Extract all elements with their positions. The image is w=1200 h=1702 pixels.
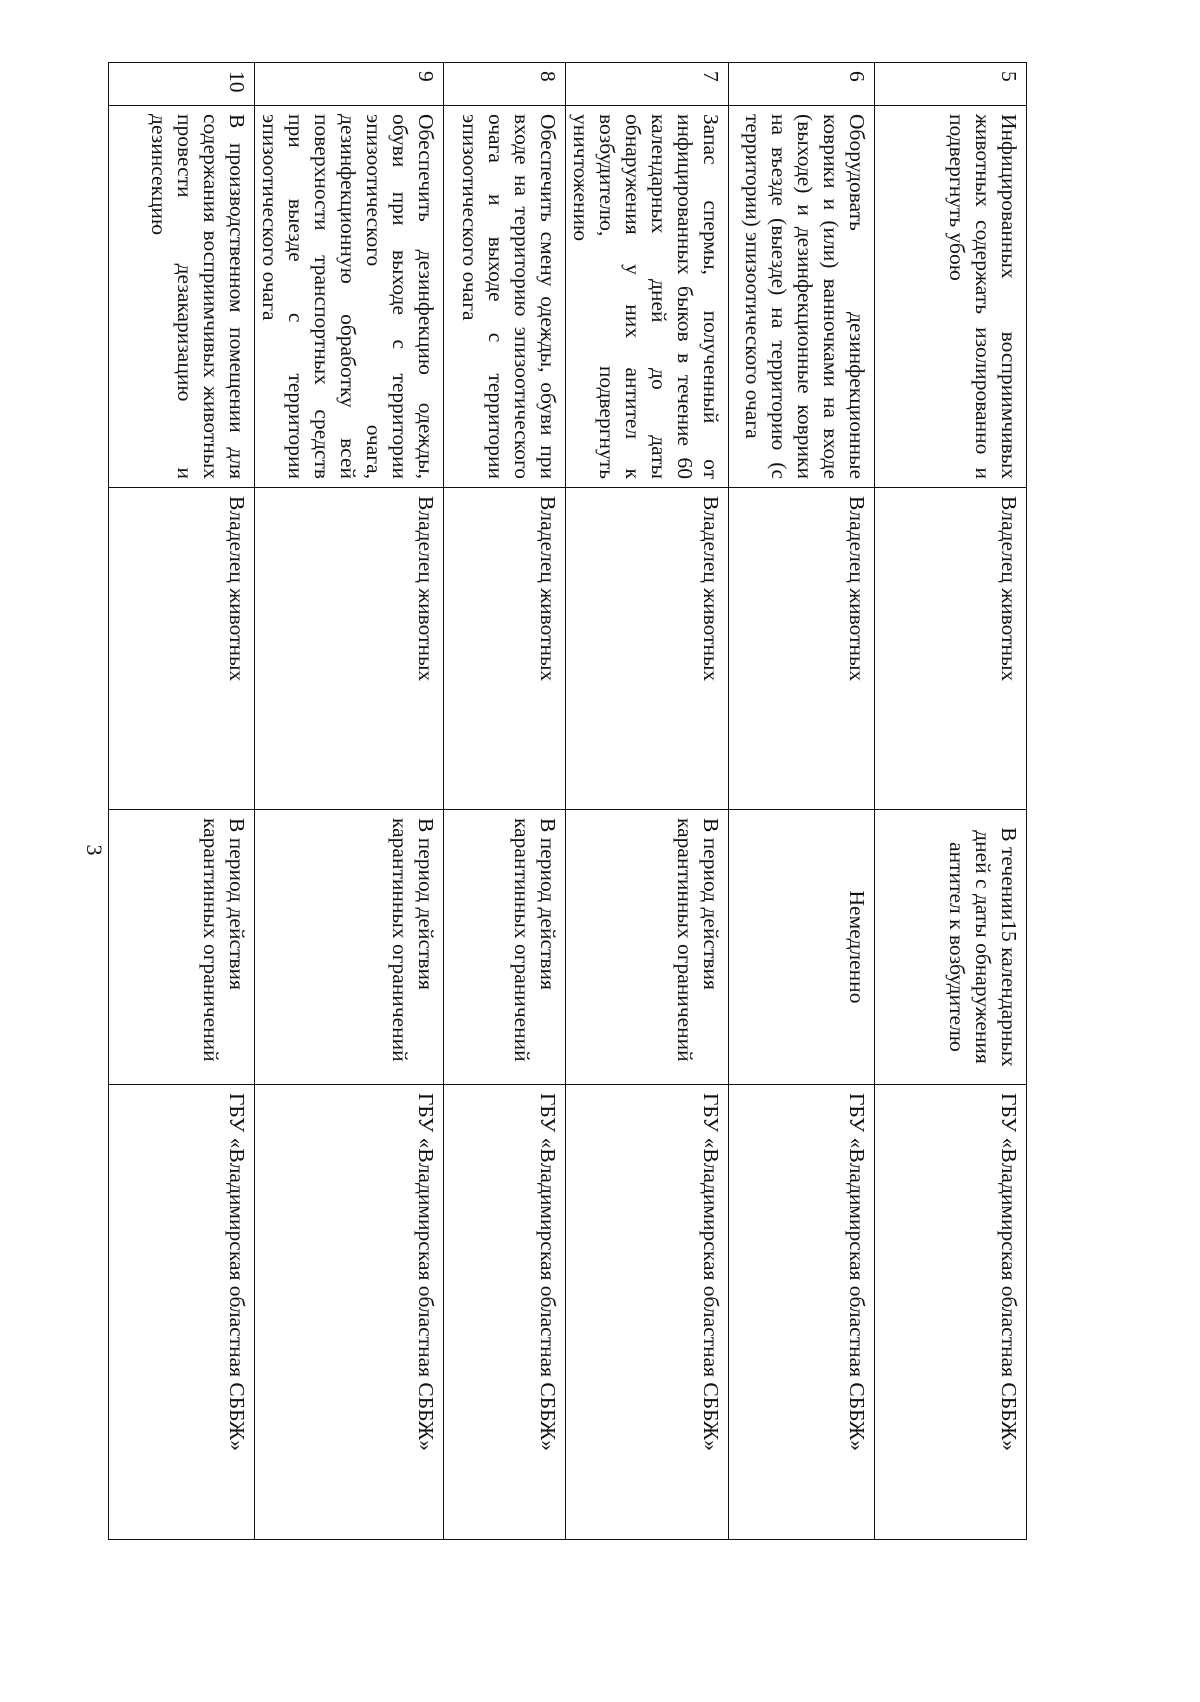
deadline: В период действия карантинных ограничений [444,810,566,1085]
measure-text: Обеспечить дезинфекцию одежды, обуви при выходе с территории эпизоотического очага, дезинфекционную обработку всей поверхности транспортных средств при выезде с территории эпизоотического очага [255,106,444,488]
table-row [109,63,255,1540]
row-number: 6 [729,63,875,106]
table-row [875,63,1027,1540]
table-row [255,63,444,1540]
responsible-party: Владелец животных [109,488,255,810]
executor: ГБУ «Владимирская областная СББЖ» [875,1085,1027,1540]
measures-table [108,62,1027,1540]
deadline: Немедленно [729,810,875,1085]
executor: ГБУ «Владимирская областная СББЖ» [255,1085,444,1540]
measure-text: В производственном помещении для содержания восприимчивых животных провести дезакаризацию и дезинсекцию [109,106,255,488]
responsible-party: Владелец животных [566,488,729,810]
measure-text: Оборудовать дезинфекционные коврики и (или) ванночками на входе (выходе) и дезинфекционные коврики на въезде (выезде) на территорию (с территории) эпизоотического очага [729,106,875,488]
table-row [566,63,729,1540]
row-number: 7 [566,63,729,106]
executor: ГБУ «Владимирская областная СББЖ» [729,1085,875,1540]
responsible-party: Владелец животных [875,488,1027,810]
table-row [444,63,566,1540]
page-number: 3 [82,844,107,856]
measure-text: Запас спермы, полученный от инфицированных быков в течение 60 календарных дней до даты обнаружения у них антител к возбудителю, подвергнуть уничтожению [566,106,729,488]
row-number: 8 [444,63,566,106]
row-number: 10 [109,63,255,106]
deadline: В период действия карантинных ограничений [109,810,255,1085]
deadline: В период действия карантинных ограничений [566,810,729,1085]
executor: ГБУ «Владимирская областная СББЖ» [444,1085,566,1540]
executor: ГБУ «Владимирская областная СББЖ» [566,1085,729,1540]
responsible-party: Владелец животных [444,488,566,810]
row-number: 9 [255,63,444,106]
deadline: В течении15 календарных дней с даты обнаружения антител к возбудителю [875,810,1027,1085]
table-rotated-container [120,62,1027,1539]
executor: ГБУ «Владимирская областная СББЖ» [109,1085,255,1540]
responsible-party: Владелец животных [255,488,444,810]
measure-text: Инфицированных восприимчивых животных содержать изолированно и подвергнуть убою [875,106,1027,488]
table-row [729,63,875,1540]
responsible-party: Владелец животных [729,488,875,810]
deadline: В период действия карантинных ограничений [255,810,444,1085]
measure-text: Обеспечить смену одежды, обуви при входе на территорию эпизоотического очага и выходе с территории эпизоотического очага [444,106,566,488]
row-number: 5 [875,63,1027,106]
